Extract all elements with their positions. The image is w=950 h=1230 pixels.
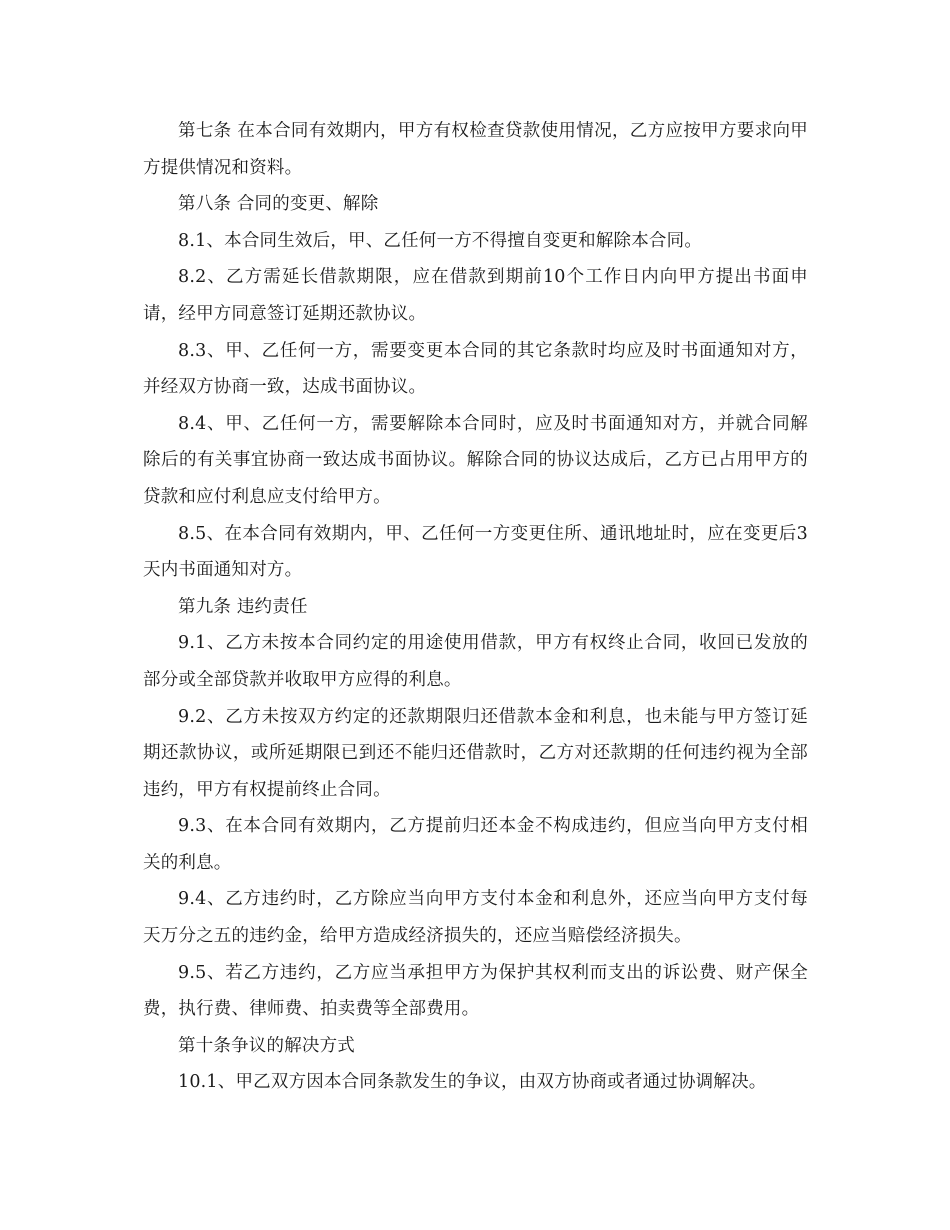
clause-8-heading: 第八条 合同的变更、解除 — [178, 194, 379, 215]
clause-8-1-paragraph: 8.1、本合同生效后，甲、乙任何一方不得擅自变更和解除本合同。 — [178, 230, 703, 251]
clause-8-3-paragraph: 8.3、甲、乙任何一方，需要变更本合同的其它条款时均应及时书面通知对方，并经双方协商一致，达成书面协议。 — [143, 340, 808, 398]
clause-9-1-paragraph: 9.1、乙方未按本合同约定的用途使用借款，甲方有权终止合同，收回已发放的部分或全部贷款并收取甲方应得的利息。 — [143, 633, 808, 690]
clause-9-2-paragraph: 9.2、乙方未按双方约定的还款期限归还借款本金和利息，也未能与甲方签订延期还款协议，或所延期限已到还不能归还借款时，乙方对还款期的任何违约视为全部违约，甲方有权提前终止合同。 — [143, 706, 808, 800]
clause-10-heading: 第十条争议的解决方式 — [178, 1035, 355, 1056]
clause-9-heading: 第九条 违约责任 — [178, 596, 308, 617]
clause-7-paragraph: 第七条 在本合同有效期内，甲方有权检查贷款使用情况，乙方应按甲方要求向甲方提供情况和资料。 — [143, 121, 808, 178]
document-body — [143, 113, 808, 1101]
clause-8-4-paragraph: 8.4、甲、乙任何一方，需要解除本合同时，应及时书面通知对方，并就合同解除后的有关事宜协商一致达成书面协议。解除合同的协议达成后，乙方已占用甲方的贷款和应付利息应支付给甲方。 — [143, 413, 808, 507]
clause-10-1-paragraph: 10.1、甲乙双方因本合同条款发生的争议，由双方协商或者通过协调解决。 — [178, 1072, 767, 1093]
clause-9-5-paragraph: 9.5、若乙方违约，乙方应当承担甲方为保护其权利而支出的诉讼费、财产保全费，执行费、律师费、拍卖费等全部费用。 — [143, 962, 808, 1020]
clause-8-5-paragraph: 8.5、在本合同有效期内，甲、乙任何一方变更住所、通讯地址时，应在变更后3天内书面通知对方。 — [143, 523, 808, 581]
clause-9-4-paragraph: 9.4、乙方违约时，乙方除应当向甲方支付本金和利息外，还应当向甲方支付每天万分之五的违约金，给甲方造成经济损失的，还应当赔偿经济损失。 — [143, 889, 808, 947]
clause-8-2-paragraph: 8.2、乙方需延长借款期限，应在借款到期前10个工作日内向甲方提出书面申请，经甲方同意签订延期还款协议。 — [143, 267, 808, 324]
clause-9-3-paragraph: 9.3、在本合同有效期内，乙方提前归还本金不构成违约，但应当向甲方支付相关的利息。 — [143, 816, 808, 873]
